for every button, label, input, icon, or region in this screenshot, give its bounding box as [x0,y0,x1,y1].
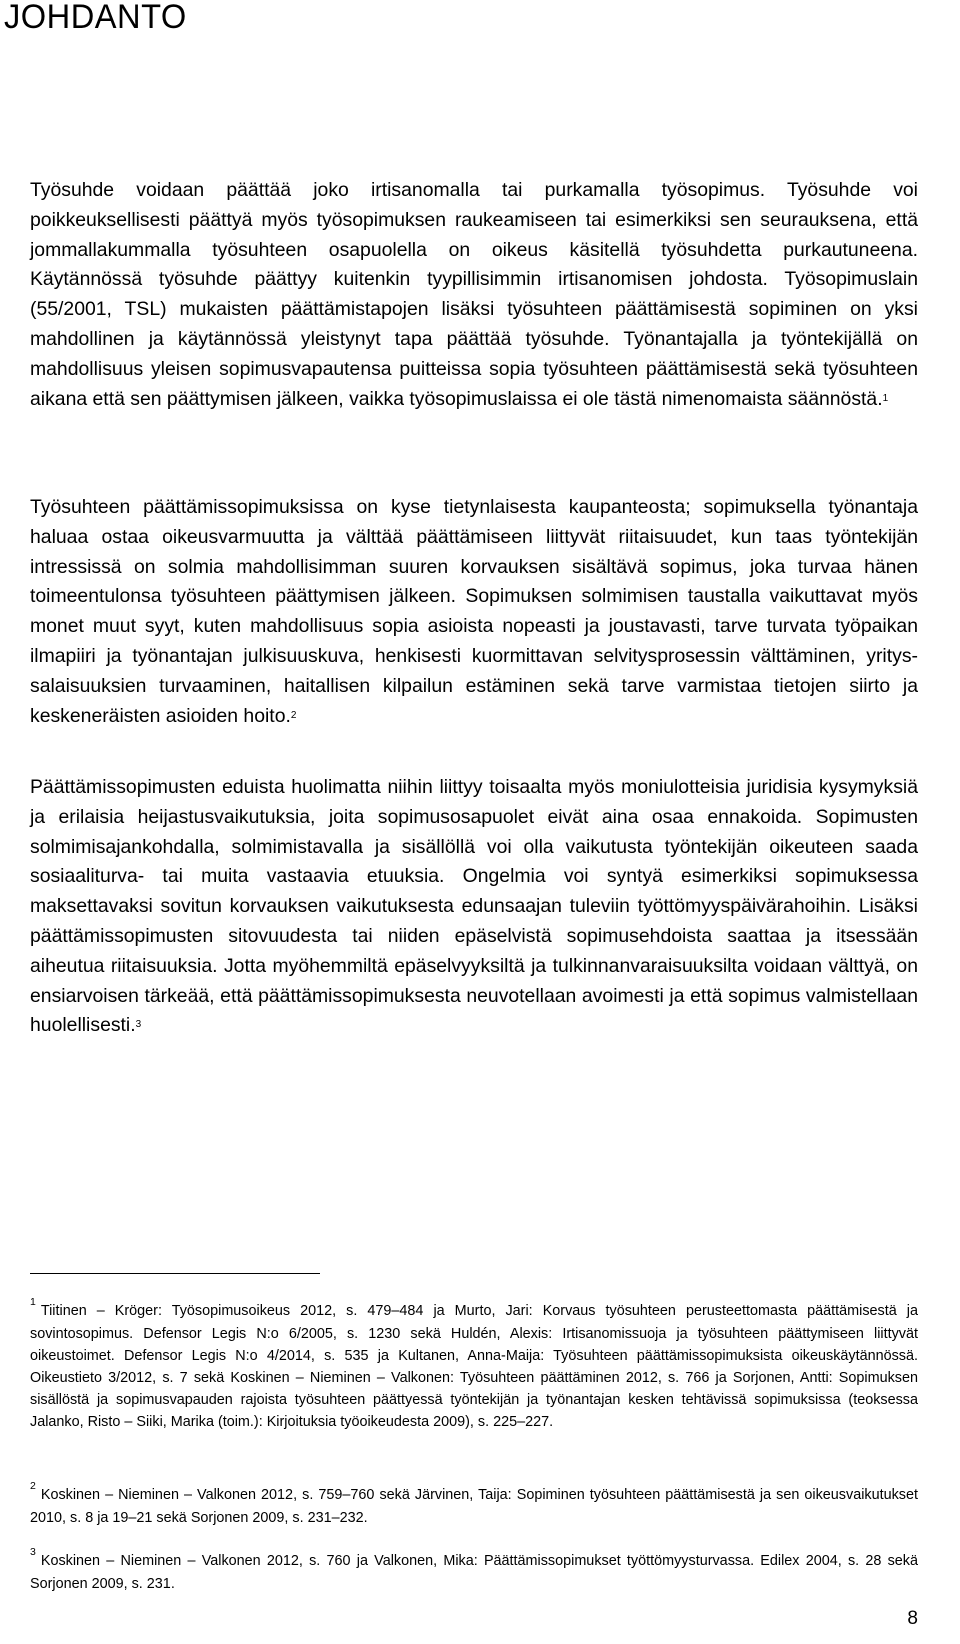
footnote-ref-1[interactable]: 1 [882,392,889,404]
paragraph-2 [30,493,918,731]
footnote-number: 2 [30,1480,36,1492]
footnote-text: Tiitinen – Kröger: Työsopimusoikeus 2012, s. 479–484 ja Murto, Jari: Korvaus työsuhteen perusteettomasta päättämisestä ja sovintosopimus. Defensor Legis N:o 6/2005, s. 1230 sekä Huldén, Alexis: Irtisanomissuoja ja työsuhteen päättymiseen liittyvät oikeustoimet. Defensor Legis N:o 4/2014, s. 535 ja Kultanen, Anna-Maija: Työsuhteen päättämissopimuksista oikeuskäytännössä. Oikeustieto 3/2012, s. 7 sekä Koskinen – Nieminen – Valkonen: Työsuhteen päättäminen 2012, s. 766 ja Sorjonen, Antti: Sopimuksen sisällöstä ja sopimusvapauden rajoista työsuhteen päättyessä työntekijän ja työnantajan kesken tehtävissä sopimuksissa (teoksessa Jalanko, Risto – Siiki, Marika (toim.): Kirjoituksia työoikeudesta 2009), s. 225–227. [30,1303,918,1431]
paragraph-2-text: Työsuhteen päättämissopimuksissa on kyse tietynlaisesta kaupanteosta; sopimuksella työnantaja haluaa ostaa oikeusvarmuutta ja välttää päättämiseen liittyvät riitaisuudet, kun taas työntekijän intressissä on solmia mahdollisimman suuren korvauksen sisältävä sopimus, joka turvaa hänen toimeentulonsa työsuhteen päättymisen jälkeen. Sopimuksen solmimisen taustalla vaikuttavat myös monet muut syyt, kuten mahdollisuus sopia asioista nopeasti ja joustavasti, tarve turvata työpaikan ilmapiiri ja työnantajan julkisuuskuva, henkisesti kuormittavan selvitysprosessin välttäminen, yrityssalaisuuksien turvaaminen, haitallisen kilpailun estäminen sekä tarve varmistaa tietojen siirto ja keskeneräisten asioiden hoito. [30,496,918,727]
paragraph-1 [30,176,918,414]
footnote-divider [30,1273,320,1274]
paragraph-3-text: Päättämissopimusten eduista huolimatta niihin liittyy toisaalta myös moniulotteisia juridisia kysymyksiä ja erilaisia heijastusvaikutuksia, joita sopimusosapuolet eivät aina osaa ennakoida. Sopimusten solmimisajankohdalla, solmimistavalla ja sisällöllä voi olla vaikutusta työntekijän oikeuteen saada sosiaaliturva- tai muita vastaavia etuuksia. Ongelmia voi syntyä esimerkiksi sopimuksessa maksettavaksi sovitun korvauksen vaikutuksesta edunsaajan tuleviin työttömyyspäivärahoihin. Lisäksi päättämissopimusten sitovuudesta tai niiden epäselvistä sopimusehdoista saattaa ja itsessään aiheutua riitaisuuksia. Jotta myöhemmiltä epäselvyyksiltä ja tulkinnanvaraisuuksilta voidaan välttyä, on ensiarvoisen tärkeää, että päättämissopimuksesta neuvotellaan avoimesti ja että sopimus valmistellaan huolellisesti. [30,776,918,1037]
page-title: JOHDANTO [4,0,187,36]
footnote-number: 1 [30,1296,36,1308]
footnote-number: 3 [30,1546,36,1558]
footnote-ref-2[interactable]: 2 [290,709,297,721]
footnote-ref-3[interactable]: 3 [135,1019,142,1031]
footnote-text: Koskinen – Nieminen – Valkonen 2012, s. 760 ja Valkonen, Mika: Päättämissopimukset työttömyysturvassa. Edilex 2004, s. 28 sekä Sorjonen 2009, s. 231. [30,1553,918,1593]
footnote-3 [30,1546,918,1595]
page-number: 8 [907,1608,918,1629]
footnote-1 [30,1296,918,1434]
paragraph-1-text: Työsuhde voidaan päättää joko irtisanomalla tai purkamalla työsopimus. Työsuhde voi poikkeuksellisesti päättyä myös työsopimuksen raukeamiseen tai esimerkiksi sen seurauksena, että jommallakummalla työsuhteen osapuolella on oikeus käsitellä työsuhdetta purkautuneena. Käytännössä työsuhde päättyy kuitenkin tyypillisimmin irtisanomisen johdosta. Työsopimuslain (55/2001, TSL) mukaisten päättämistapojen lisäksi työsuhteen päättämisestä sopiminen on yksi mahdollinen ja käytännössä yleistynyt tapa päättää työsuhde. Työnantajalla ja työntekijällä on mahdollisuus yleisen sopimusvapautensa puitteissa sopia työsuhteen päättämisestä sekä työsuhteen aikana että sen päättymisen jälkeen, vaikka työsopimuslaissa ei ole tästä nimenomaista säännöstä. [30,179,918,410]
paragraph-3 [30,773,918,1041]
footnote-2 [30,1480,918,1529]
footnote-text: Koskinen – Nieminen – Valkonen 2012, s. 759–760 sekä Järvinen, Taija: Sopiminen työsuhteen päättämisestä ja sen oikeusvaikutukset 2010, s. 8 ja 19–21 sekä Sorjonen 2009, s. 231–232. [30,1487,918,1527]
